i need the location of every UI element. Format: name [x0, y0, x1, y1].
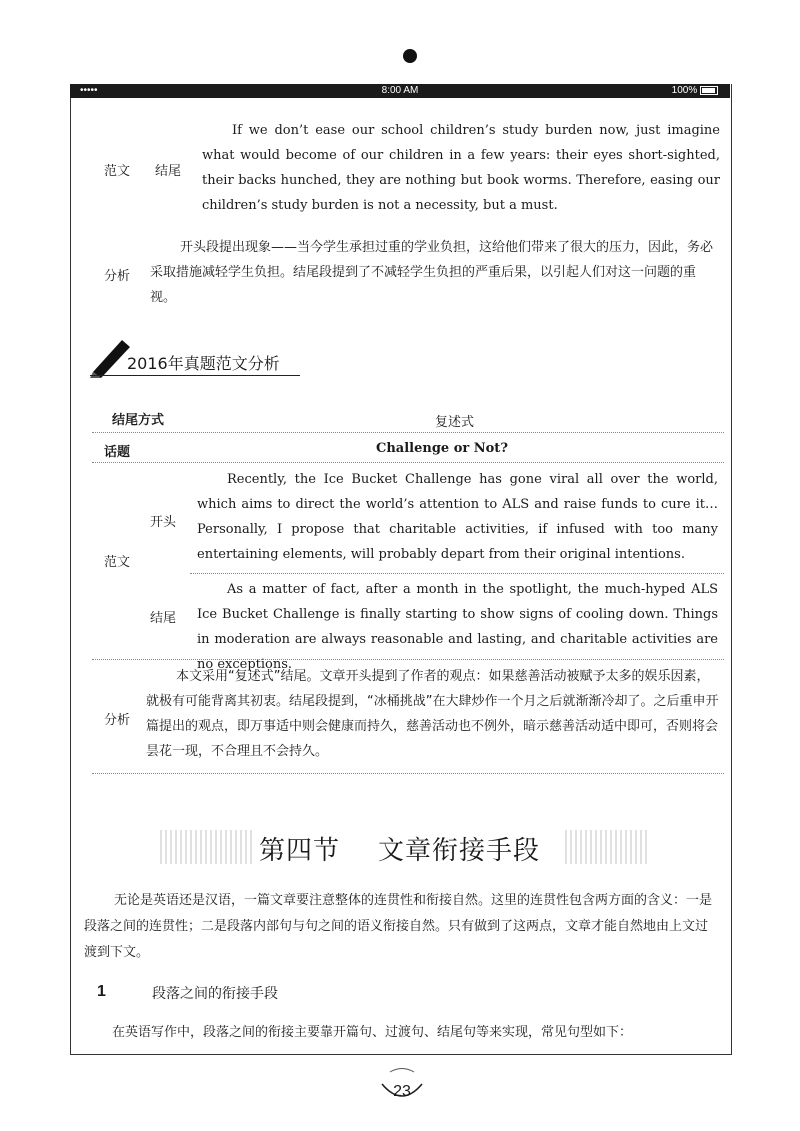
page-number: 23 — [393, 1083, 411, 1100]
row-divider — [92, 432, 724, 433]
opening-label: 开头 — [150, 515, 177, 530]
fanwen-label: 范文 — [104, 164, 131, 179]
title-decoration-left — [160, 830, 255, 864]
section-main-title: 文章衔接手段 — [378, 836, 541, 866]
top-analysis-text: 开头段提出现象——当今学生承担过重的学业负担，这给他们带来了很大的压力，因此，务必采取措施减轻学生负担。结尾段提到了不减轻学生负担的严重后果，以引起人们对这一问题的重视。 — [150, 240, 714, 305]
essay-analysis-label: 分析 — [104, 713, 131, 728]
battery-icon — [700, 86, 718, 95]
title-decoration-right — [565, 830, 650, 864]
ending-style-label: 结尾方式 — [112, 413, 165, 428]
subsection-number: 1 — [97, 983, 106, 1000]
section-number-title: 第四节 — [259, 836, 341, 866]
ending-text: As a matter of fact, after a month in the spotlight, the much-hyped ALS Ice Bucket Challenge is finally starting to show signs of cooling down. Things in moderation are always reasonable and lasting, and charitable activities are no exceptions. — [197, 582, 718, 672]
status-bar — [70, 84, 730, 98]
ending-label: 结尾 — [150, 611, 177, 626]
status-time: 8:00 AM — [381, 85, 419, 96]
opening-text: Recently, the Ice Bucket Challenge has gone viral all over the world, which aims to direct the world’s attention to ALS and raise funds to cure it…Personally, I propose that charitable activities, if infused with too many entertaining elements, will probably depart from their original intentions. — [197, 472, 718, 562]
signal-indicator: ••••• — [80, 85, 98, 96]
row-divider — [92, 659, 724, 660]
topic-value: Challenge or Not? — [376, 441, 508, 456]
row-divider — [190, 573, 724, 574]
subsection-title: 段落之间的衔接手段 — [152, 986, 278, 1002]
essay-analysis-text: 本文采用“复述式”结尾。文章开头提到了作者的观点：如果慈善活动被赋予太多的娱乐因素，就极有可能背离其初衷。结尾段提到，“冰桶挑战”在大肆炒作一个月之后就渐渐冷却了。之后重申开篇提出的观点，即万事适中则会健康而持久，慈善活动也不例外，暗示慈善活动适中即可，否则将会昙花一现，不合理且不会持久。 — [146, 669, 719, 759]
heading-underline — [90, 375, 300, 376]
jiewei-label: 结尾 — [155, 164, 182, 179]
battery-indicator — [672, 85, 718, 96]
subsection-text: 在英语写作中，段落之间的衔接主要靠开篇句、过渡句、结尾句等来实现，常见句型如下： — [112, 1025, 633, 1040]
top-fenxi-label: 分析 — [104, 269, 131, 284]
battery-percent: 100% — [671, 85, 698, 96]
ending-style-value: 复述式 — [435, 415, 475, 430]
heading-2016: 2016年真题范文分析 — [127, 354, 280, 373]
top-dot-mark — [403, 49, 417, 63]
top-english-paragraph: If we don’t ease our school children’s study burden now, just imagine what would become of our children in a few years: their eyes short-sighted, their backs hunched, they are nothing but book worms. Therefore, easing our children’s study burden is not a necessity, but a must. — [202, 123, 720, 213]
row-divider — [92, 462, 724, 463]
section-intro: 无论是英语还是汉语，一篇文章要注意整体的连贯性和衔接自然。这里的连贯性包含两方面的含义：一是段落之间的连贯性；二是段落内部句与句之间的语义衔接自然。只有做到了这两点，文章才能自然地由上文过渡到下文。 — [84, 893, 713, 960]
essay-fanwen-label: 范文 — [104, 555, 131, 570]
row-divider — [92, 773, 724, 774]
topic-label: 话题 — [104, 445, 131, 460]
